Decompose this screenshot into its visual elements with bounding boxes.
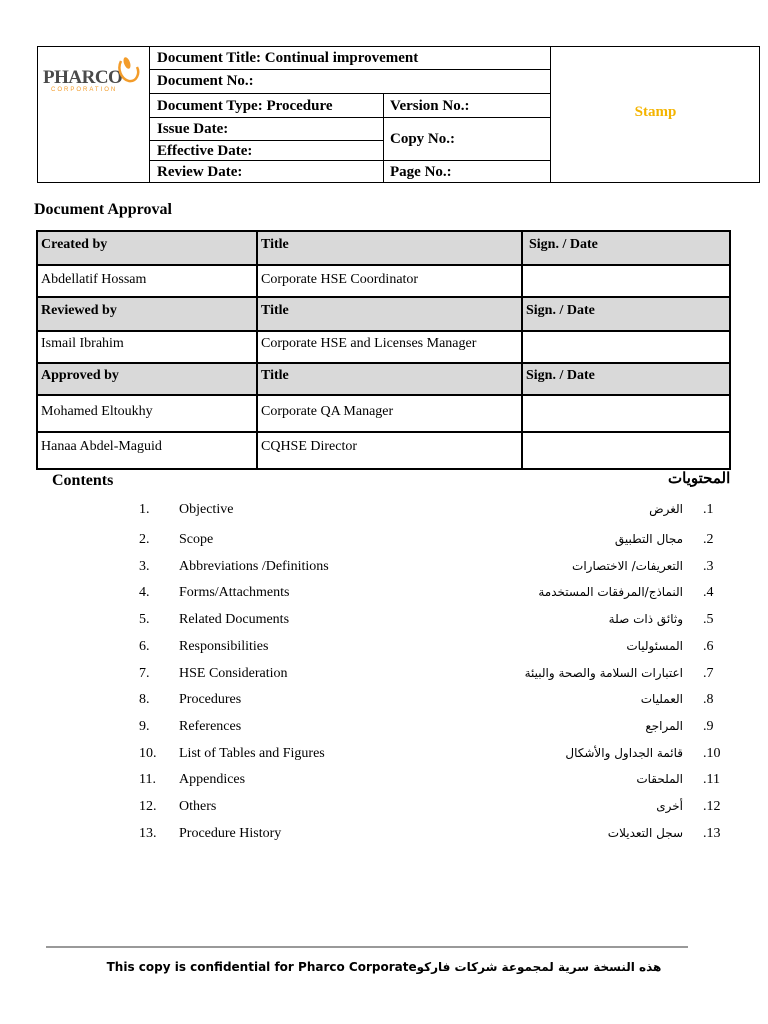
list-item xyxy=(0,719,768,739)
logo-cell xyxy=(38,47,150,182)
document-title: Document Title: Continual improvement xyxy=(157,50,419,66)
item-label-ar[interactable]: أخرى xyxy=(656,799,683,813)
item-label-ar[interactable]: قائمة الجداول والأشكال xyxy=(565,746,683,760)
document-no: Document No.: xyxy=(157,73,254,89)
table-cell: Reviewed by xyxy=(41,303,117,318)
list-item xyxy=(0,692,768,712)
item-number-ar: .7 xyxy=(703,666,714,681)
item-label-en[interactable]: Appendices xyxy=(179,772,246,787)
row-dates xyxy=(150,118,550,161)
stamp-label: Stamp xyxy=(634,104,677,120)
item-number-ar: .1 xyxy=(703,502,714,517)
item-number-ar: .13 xyxy=(703,826,721,841)
table-cell: Corporate HSE and Licenses Manager xyxy=(256,332,521,362)
table-row xyxy=(38,266,729,298)
effective-date: Effective Date: xyxy=(157,143,253,159)
contents-heading-en: Contents xyxy=(52,472,114,489)
item-label-en[interactable]: Forms/Attachments xyxy=(179,585,290,600)
row-review xyxy=(150,161,550,182)
item-label-ar[interactable]: مجال التطبيق xyxy=(614,532,683,546)
item-label-en[interactable]: Procedure History xyxy=(179,826,282,841)
item-label-en[interactable]: Responsibilities xyxy=(179,639,269,654)
table-row xyxy=(38,332,729,364)
confidentiality-notice: This copy is confidential for Pharco Corporateهذه النسخة سرية لمجموعة شركات فاركو xyxy=(106,960,662,974)
item-number: 7. xyxy=(139,666,150,681)
list-item xyxy=(0,746,768,766)
item-label-en[interactable]: HSE Consideration xyxy=(179,666,288,681)
list-item xyxy=(0,666,768,686)
table-cell: Sign. / Date xyxy=(521,298,729,330)
item-label-ar[interactable]: المسئوليات xyxy=(626,639,683,653)
signature-cell[interactable] xyxy=(521,332,729,362)
row-document-type xyxy=(150,94,550,118)
item-label-en[interactable]: Abbreviations /Definitions xyxy=(179,559,329,574)
item-label-ar[interactable]: سجل التعديلات xyxy=(607,826,683,840)
list-item xyxy=(0,799,768,819)
table-row xyxy=(38,396,729,433)
signature-cell[interactable] xyxy=(521,396,729,431)
table-cell: Sign. / Date xyxy=(521,364,729,394)
document-header xyxy=(37,46,760,183)
item-label-ar[interactable]: المراجع xyxy=(645,719,683,733)
logo-subtext: CORPORATION xyxy=(51,87,118,93)
item-label-en[interactable]: References xyxy=(179,719,242,734)
list-item xyxy=(0,612,768,632)
list-item xyxy=(0,559,768,579)
item-number: 2. xyxy=(139,532,150,547)
issue-date: Issue Date: xyxy=(157,121,229,137)
row-document-no xyxy=(150,70,550,94)
item-number-ar: .6 xyxy=(703,639,714,654)
signature-cell[interactable] xyxy=(521,266,729,296)
item-number: 3. xyxy=(139,559,150,574)
table-cell: Approved by xyxy=(41,368,119,383)
item-number-ar: .5 xyxy=(703,612,714,627)
footer-divider xyxy=(46,946,688,948)
list-item xyxy=(0,502,768,522)
item-number-ar: .11 xyxy=(703,772,720,787)
table-cell: Corporate HSE Coordinator xyxy=(256,266,521,296)
table-cell: Title xyxy=(256,232,521,264)
pharco-logo xyxy=(43,67,122,93)
item-number-ar: .8 xyxy=(703,692,714,707)
list-item xyxy=(0,585,768,605)
list-item xyxy=(0,639,768,659)
page-no: Page No.: xyxy=(390,164,452,180)
item-label-en[interactable]: Procedures xyxy=(179,692,242,707)
item-number-ar: .3 xyxy=(703,559,714,574)
contents-heading-ar: المحتويات xyxy=(668,471,731,487)
table-row xyxy=(38,232,729,266)
table-cell: Corporate QA Manager xyxy=(256,396,521,431)
item-label-en[interactable]: Related Documents xyxy=(179,612,290,627)
table-cell: Sign. / Date xyxy=(521,232,729,264)
review-date: Review Date: xyxy=(157,164,243,180)
approval-heading: Document Approval xyxy=(34,201,172,218)
item-label-en[interactable]: Scope xyxy=(179,532,214,547)
item-number: 4. xyxy=(139,585,150,600)
table-cell: Ismail Ibrahim xyxy=(41,336,124,351)
copy-no: Copy No.: xyxy=(390,131,456,147)
item-label-ar[interactable]: الملحقات xyxy=(636,772,683,786)
stamp-cell xyxy=(550,47,760,182)
item-number-ar: .12 xyxy=(703,799,721,814)
table-row xyxy=(38,364,729,396)
item-number: 8. xyxy=(139,692,150,707)
logo-mark-icon xyxy=(115,55,141,85)
list-item xyxy=(0,532,768,552)
table-row xyxy=(38,433,729,468)
item-number: 13. xyxy=(139,826,157,841)
item-number-ar: .4 xyxy=(703,585,714,600)
item-label-en[interactable]: List of Tables and Figures xyxy=(179,746,325,761)
item-number: 9. xyxy=(139,719,150,734)
table-cell: CQHSE Director xyxy=(256,433,521,468)
table-cell: Created by xyxy=(41,237,108,252)
item-label-ar[interactable]: النماذج/المرفقات المستخدمة xyxy=(538,585,683,599)
item-number-ar: .9 xyxy=(703,719,714,734)
table-cell: Abdellatif Hossam xyxy=(41,272,147,287)
item-label-en[interactable]: Objective xyxy=(179,502,234,517)
item-number: 12. xyxy=(139,799,157,814)
logo-text: PHARCO xyxy=(43,67,123,88)
document-type: Document Type: Procedure xyxy=(157,98,333,114)
list-item xyxy=(0,826,768,846)
table-cell: Title xyxy=(256,298,521,330)
item-number: 6. xyxy=(139,639,150,654)
approval-table xyxy=(36,230,731,470)
item-number-ar: .10 xyxy=(703,746,721,761)
version-no: Version No.: xyxy=(390,98,470,114)
item-label-ar[interactable]: التعريفات/ الاختصارات xyxy=(572,559,683,573)
item-label-ar[interactable]: اعتبارات السلامة والصحة والبيئة xyxy=(524,666,683,680)
row-document-title xyxy=(150,47,550,70)
table-cell: Hanaa Abdel-Maguid xyxy=(41,439,162,454)
item-label-en[interactable]: Others xyxy=(179,799,217,814)
signature-cell[interactable] xyxy=(521,433,729,468)
table-cell: Mohamed Eltoukhy xyxy=(41,404,153,419)
item-label-ar[interactable]: وثائق ذات صلة xyxy=(608,612,683,626)
item-number: 11. xyxy=(139,772,156,787)
item-label-ar[interactable]: الغرض xyxy=(649,502,683,516)
item-number: 1. xyxy=(139,502,150,517)
item-number: 5. xyxy=(139,612,150,627)
table-row xyxy=(38,298,729,332)
item-number-ar: .2 xyxy=(703,532,714,547)
item-label-ar[interactable]: العمليات xyxy=(640,692,683,706)
table-cell: Title xyxy=(256,364,521,394)
list-item xyxy=(0,772,768,792)
item-number: 10. xyxy=(139,746,157,761)
